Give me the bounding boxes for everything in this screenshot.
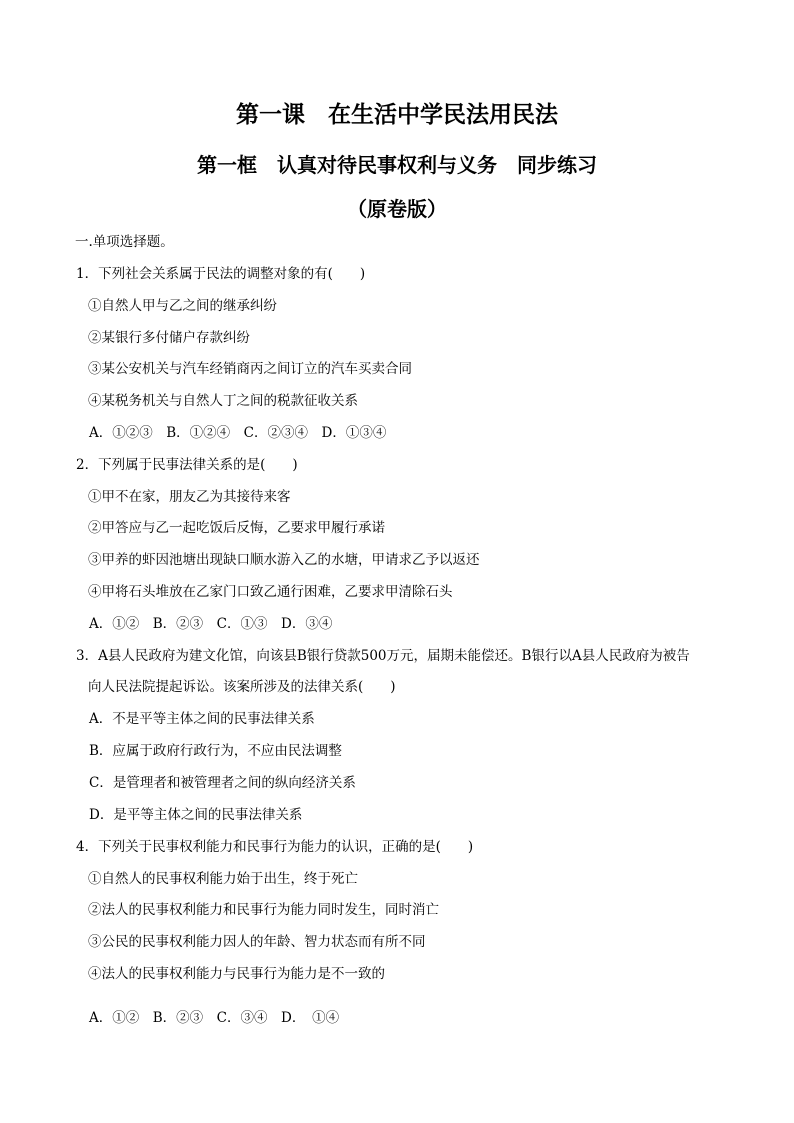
question-stem: 3．A县人民政府为建文化馆，向该县B银行贷款500万元，届期未能偿还。B银行以A县人民政府为被告 bbox=[76, 648, 690, 664]
section-heading: 一.单项选择题。 bbox=[75, 234, 174, 250]
answer-choices: A．①② B．②③ C．①③ D．③④ bbox=[89, 616, 333, 632]
statement-item: ①自然人的民事权利能力始于出生，终于死亡 bbox=[88, 871, 358, 887]
statement-item: ②某银行多付储户存款纠纷 bbox=[88, 330, 250, 346]
answer-option-b: B．应属于政府行政行为，不应由民法调整 bbox=[89, 743, 342, 759]
question-stem: 1．下列社会关系属于民法的调整对象的有( ) bbox=[76, 266, 366, 282]
answer-choices: A．①② B．②③ C．③④ D． ①④ bbox=[89, 1010, 340, 1026]
statement-item: ①自然人甲与乙之间的继承纠纷 bbox=[88, 298, 277, 314]
statement-item: ①甲不在家，朋友乙为其接待来客 bbox=[88, 489, 291, 505]
statement-item: ④某税务机关与自然人丁之间的税款征收关系 bbox=[88, 393, 358, 409]
statement-item: ③某公安机关与汽车经销商丙之间订立的汽车买卖合同 bbox=[88, 361, 412, 377]
statement-item: ②法人的民事权利能力和民事行为能力同时发生，同时消亡 bbox=[88, 902, 439, 918]
statement-item: ②甲答应与乙一起吃饭后反悔，乙要求甲履行承诺 bbox=[88, 520, 385, 536]
statement-item: ③公民的民事权利能力因人的年龄、智力状态而有所不同 bbox=[88, 934, 426, 950]
question-stem: 2．下列属于民事法律关系的是( ) bbox=[76, 457, 298, 473]
answer-option-d: D．是平等主体之间的民事法律关系 bbox=[89, 807, 303, 823]
edition-label: （原卷版） bbox=[347, 197, 447, 221]
question-stem-continued: 向人民法院提起诉讼。该案所涉及的法律关系( ) bbox=[88, 679, 396, 695]
statement-item: ③甲养的虾因池塘出现缺口顺水游入乙的水塘，甲请求乙予以返还 bbox=[88, 552, 480, 568]
question-stem: 4．下列关于民事权利能力和民事行为能力的认识，正确的是( ) bbox=[76, 839, 474, 855]
lesson-title: 第一课 在生活中学民法用民法 bbox=[236, 101, 558, 128]
answer-option-c: C．是管理者和被管理者之间的纵向经济关系 bbox=[89, 775, 356, 791]
answer-choices: A．①②③ B．①②④ C．②③④ D．①③④ bbox=[89, 425, 387, 441]
statement-item: ④法人的民事权利能力与民事行为能力是不一致的 bbox=[88, 966, 385, 982]
section-title: 第一框 认真对待民事权利与义务 同步练习 bbox=[197, 153, 597, 177]
answer-option-a: A．不是平等主体之间的民事法律关系 bbox=[89, 711, 315, 727]
statement-item: ④甲将石头堆放在乙家门口致乙通行困难，乙要求甲清除石头 bbox=[88, 584, 453, 600]
